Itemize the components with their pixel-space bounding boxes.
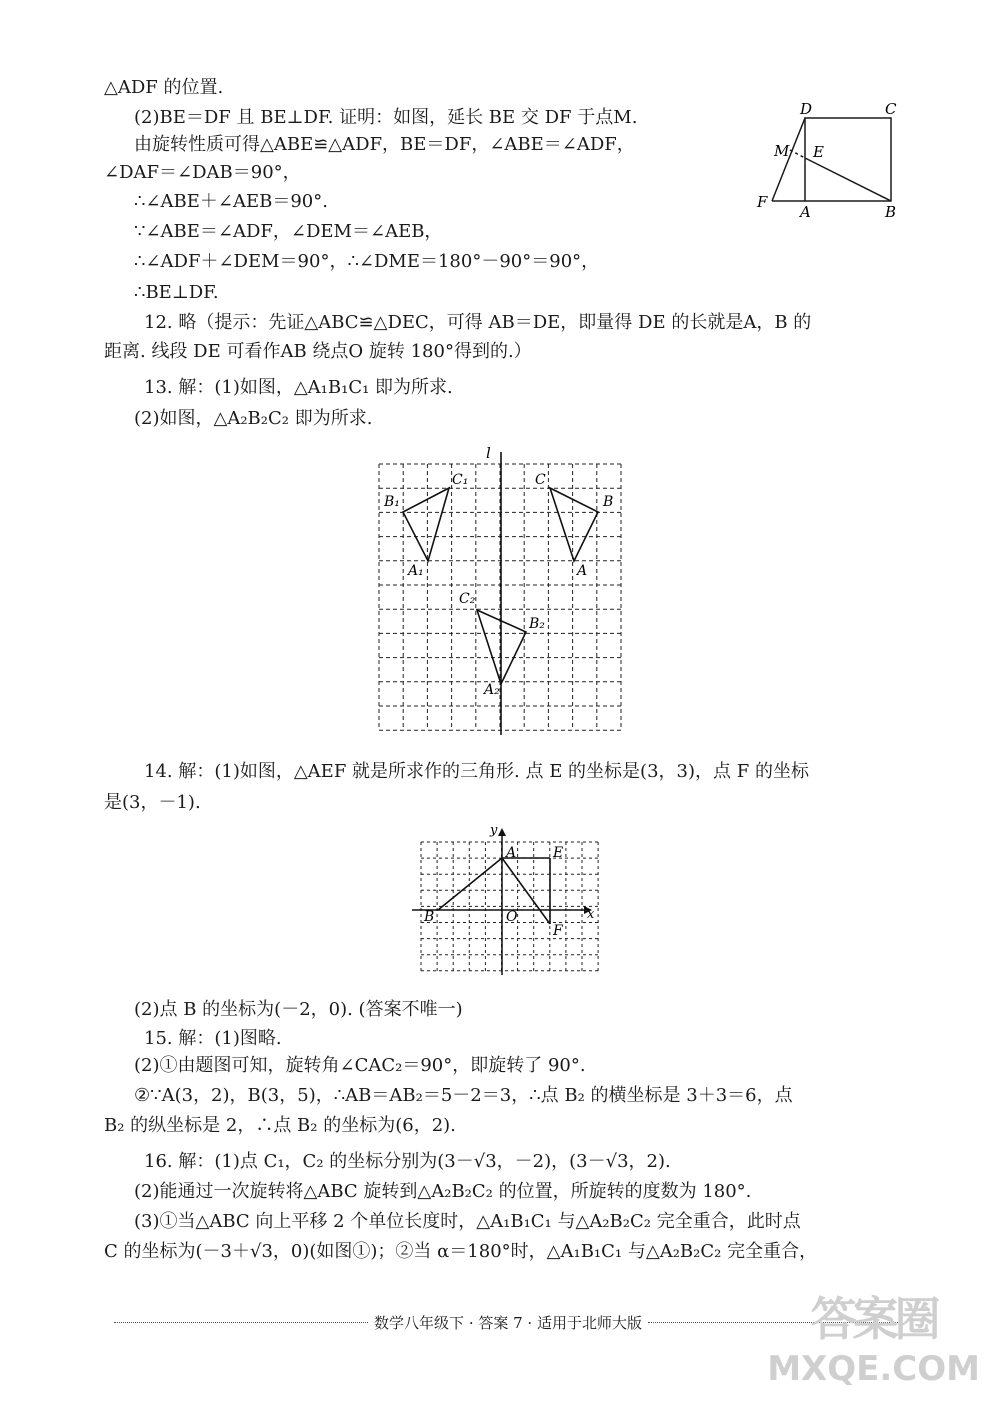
label-B: B [885,203,897,221]
text-line: C 的坐标为(－3＋√3，0)(如图①)；②当 α＝180°时，△A₁B₁C₁ 与△A₂B₂C₂ 完全重合， [104,1241,818,1262]
label-A1: A₁ [408,563,424,579]
label-B2: B₂ [529,616,545,632]
text-line: 距离. 线段 DE 可看作AB 绕点O 旋转 180°得到的.） [104,341,532,362]
text-line: (2)如图，△A₂B₂C₂ 即为所求. [134,408,373,429]
text-line: ∠DAF＝∠DAB＝90°， [104,162,301,183]
label-A: A [800,203,811,221]
text-line: 由旋转性质可得△ABE≌△ADF，BE＝DF，∠ABE＝∠ADF， [134,134,635,155]
label-C: C [535,472,546,488]
text-line: 13. 解：(1)如图，△A₁B₁C₁ 即为所求. [144,377,453,398]
label-C1: C₁ [452,472,469,488]
label-F: F [757,193,768,211]
label-O: O [506,909,518,925]
text-line: (3)①当△ABC 向上平移 2 个单位长度时，△A₁B₁C₁ 与△A₂B₂C₂ 完全重合，此时点 [134,1211,801,1232]
label-y: y [490,823,498,838]
label-C2: C₂ [459,591,476,607]
text-line: 12. 略（提示：先证△ABC≌△DEC，可得 AB＝DE，即量得 DE 的长就是A，B 的 [144,312,812,333]
text-line: ∴∠ADF＋∠DEM＝90°，∴∠DME＝180°－90°＝90°， [134,251,600,272]
label-A: A [577,563,588,579]
label-A: A [506,845,517,861]
text-line: 14. 解：(1)如图，△AEF 就是所求作的三角形. 点 E 的坐标是(3，3)，点 F 的坐标 [144,761,809,782]
footer-rule-left [114,1322,368,1323]
text-line: (2)点 B 的坐标为(－2，0). (答案不唯一) [134,999,463,1020]
label-E: E [553,845,564,861]
grid-figure-13 [370,440,630,740]
text-line: ②∵A(3，2)，B(3，5)，∴AB＝AB₂＝5－2＝3，∴点 B₂ 的横坐标是 3＋3＝6，点 [134,1085,793,1106]
label-E: E [813,143,824,161]
text-line: 是(3，－1). [104,792,201,813]
label-B: B [603,494,614,510]
label-B: B [424,909,435,925]
square-rotation-figure [750,96,910,222]
label-l: l [486,444,491,462]
watermark [767,1283,980,1389]
label-F: F [553,923,563,939]
label-B1: B₁ [384,494,400,510]
text-line: (2)BE＝DF 且 BE⊥DF. 证明：如图，延长 BE 交 DF 于点M. [134,107,638,128]
label-A2: A₂ [484,682,500,698]
footer-text: 数学八年级下 · 答案 7 · 适用于北师大版 [374,1313,642,1332]
text-line: (2)①由题图可知，旋转角∠CAC₂＝90°，即旋转了 90°. [134,1055,586,1076]
watermark-url: MXQE.COM [767,1349,980,1389]
text-line: 16. 解：(1)点 C₁，C₂ 的坐标分别为(3－√3，－2)，(3－√3，2). [144,1151,671,1172]
text-line: 15. 解：(1)图略. [144,1028,282,1049]
text-line: (2)能通过一次旋转将△ABC 旋转到△A₂B₂C₂ 的位置，所旋转的度数为 180°. [134,1181,752,1202]
text-line: ∵∠ABE＝∠ADF，∠DEM＝∠AEB， [134,221,443,242]
label-x: x [587,907,595,922]
text-line: ∴BE⊥DF. [134,282,219,303]
label-D: D [800,100,813,118]
label-C: C [885,100,897,118]
label-M: M [774,142,790,160]
text-line: △ADF 的位置. [104,77,224,98]
grid-figure-14 [405,820,605,980]
text-line: ∴∠ABE＋∠AEB＝90°. [134,191,328,212]
watermark-logo: 答案圈 [810,1292,937,1346]
text-line: B₂ 的纵坐标是 2，∴点 B₂ 的坐标为(6，2). [104,1115,456,1136]
